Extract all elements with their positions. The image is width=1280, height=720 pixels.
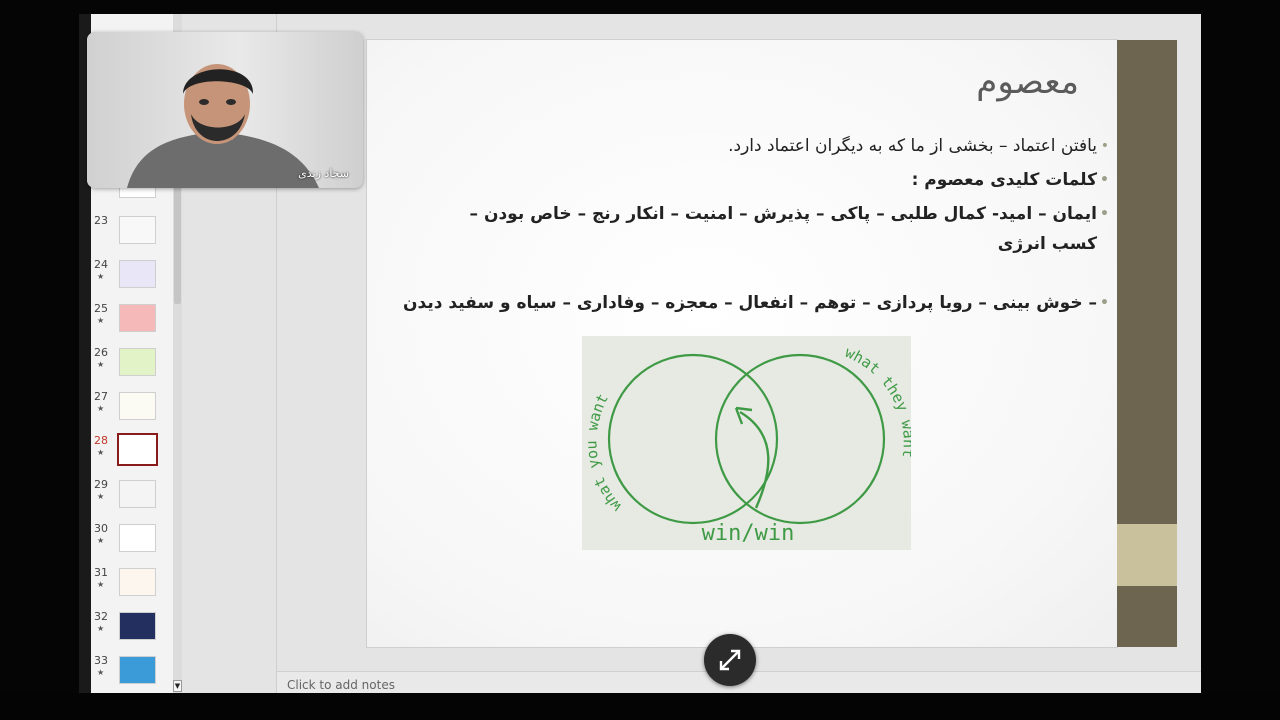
slide-number: 25 [94,302,108,315]
slide-thumbnail[interactable] [91,566,171,610]
thumbnail-image [119,612,156,640]
slide-number: 32 [94,610,108,623]
thumbnail-image [119,304,156,332]
presenter-name: سجاد زندی [298,167,349,180]
scroll-down-arrow-icon[interactable]: ▼ [174,682,181,690]
thumbnail-image [119,656,156,684]
star-icon: ★ [97,536,105,545]
slide-number: 26 [94,346,108,359]
notes-placeholder: Click to add notes [287,678,395,692]
slide-thumbnail[interactable] [91,214,171,258]
slide-accent-band [1117,586,1177,647]
slide-title: معصوم [976,62,1079,102]
star-icon: ★ [97,580,105,589]
presenter-video [87,32,363,188]
thumbnail-image [119,260,156,288]
slide-number: 24 [94,258,108,271]
slide-number: 31 [94,566,108,579]
webcam-overlay [87,32,363,188]
bullet-text: یافتن اعتماد – بخشی از ما که به دیگران اعتماد دارد. [728,136,1097,156]
thumbnail-image [119,480,156,508]
thumbnail-image [119,348,156,376]
bullet-icon: • [1100,138,1109,154]
bullet-icon: • [1100,295,1109,311]
bullet-text: – خوش بینی – رویا پردازی – توهم – انفعال – معجزه – وفاداری – سیاه و سفید دیدن [403,293,1097,313]
venn-diagram-image [582,336,911,550]
bullet-item [728,131,1109,161]
star-icon: ★ [97,448,105,457]
star-icon: ★ [97,624,105,633]
thumbnail-image [119,568,156,596]
star-icon: ★ [97,360,105,369]
bullet-text: کلمات کلیدی معصوم : [911,170,1097,190]
slide-thumbnail[interactable] [91,302,171,346]
fullscreen-button[interactable] [704,634,756,686]
slide-thumbnail[interactable] [91,390,171,434]
slide-thumbnail[interactable] [91,258,171,302]
thumbnail-image [119,392,156,420]
slide-number: 28 [94,434,108,447]
venn-svg [582,336,911,550]
venn-circle-left [609,355,777,523]
slide-thumbnail[interactable] [91,478,171,522]
slide-number: 29 [94,478,108,491]
slide-number: 33 [94,654,108,667]
slide-thumbnail-selected[interactable] [91,434,171,478]
bullet-text: ایمان – امید- کمال طلبی – پاکی – پذیرش – امنیت – انکار رنج – خاص بودن – کسب انرژی [469,204,1097,254]
star-icon: ★ [97,404,105,413]
thumbnail-image [119,524,156,552]
bullet-item [911,165,1109,195]
venn-right-label: what they [842,343,911,414]
star-icon: ★ [97,492,105,501]
slide-accent-band [1117,40,1177,524]
star-icon: ★ [97,668,105,677]
slide-accent-band-light [1117,524,1177,586]
expand-icon [704,634,756,686]
slide-thumbnail[interactable] [91,654,171,694]
thumbnail-image [119,216,156,244]
star-icon: ★ [97,272,105,281]
video-bottom-bar [0,693,1280,720]
star-icon: ★ [97,316,105,325]
slide-thumbnail[interactable] [91,522,171,566]
venn-bottom-label: win/win [701,521,795,546]
thumbnail-image [117,433,158,466]
bullet-item [457,199,1109,259]
venn-arrow [740,412,768,508]
venn-left-label: what you want [582,390,625,516]
slide-thumbnail[interactable] [91,346,171,390]
slide-number: 27 [94,390,108,403]
venn-circle-right [716,355,884,523]
slide-thumbnail[interactable] [91,610,171,654]
slide-number: 23 [94,214,108,227]
bullet-item [403,288,1109,318]
bullet-icon: • [1100,206,1109,222]
bullet-icon: • [1100,172,1109,188]
slide-number: 30 [94,522,108,535]
